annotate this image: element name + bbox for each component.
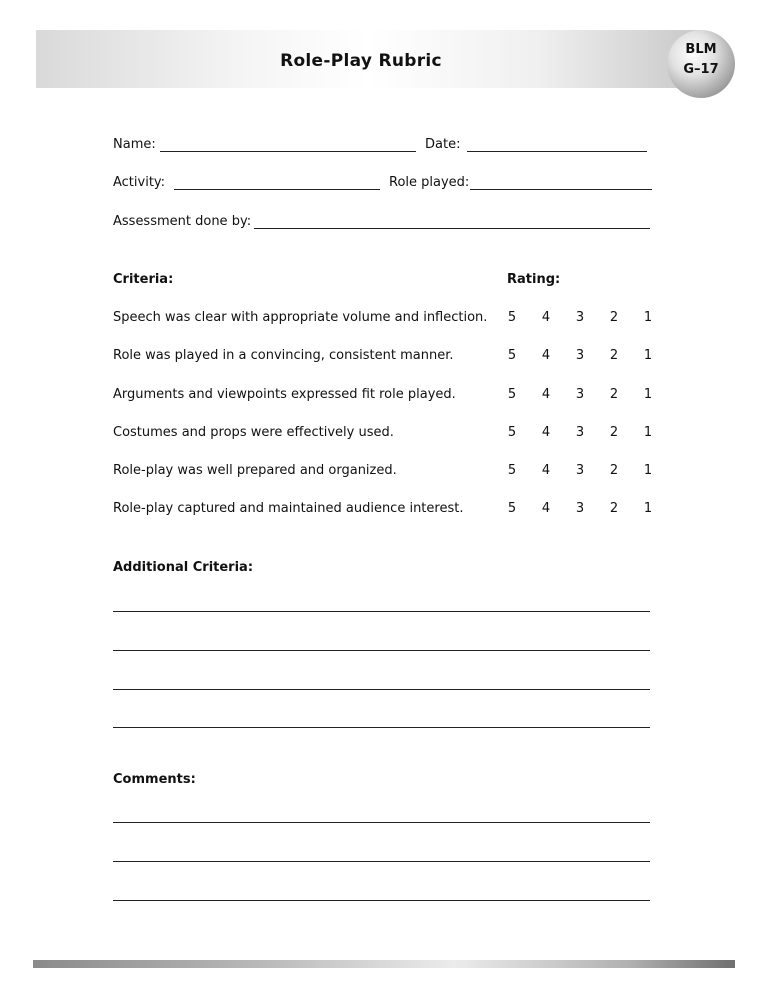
rating-3[interactable]: 3 [575, 348, 585, 363]
rating-2[interactable]: 2 [609, 310, 619, 325]
name-label: Name: [113, 137, 156, 152]
rating-2[interactable]: 2 [609, 425, 619, 440]
assessment-label: Assessment done by: [113, 214, 252, 229]
rating-3[interactable]: 3 [575, 387, 585, 402]
badge-label: BLM [685, 42, 717, 57]
criterion-row [113, 310, 653, 328]
rating-4[interactable]: 4 [541, 348, 551, 363]
rating-1[interactable]: 1 [643, 463, 653, 478]
additional-criteria-line[interactable] [113, 611, 650, 612]
rating-4[interactable]: 4 [541, 425, 551, 440]
rating-5[interactable]: 5 [507, 425, 517, 440]
rating-heading: Rating: [507, 272, 561, 287]
rating-1[interactable]: 1 [643, 425, 653, 440]
criterion-row [113, 348, 653, 366]
rating-3[interactable]: 3 [575, 425, 585, 440]
additional-criteria-line[interactable] [113, 727, 650, 728]
criterion-text: Role was played in a convincing, consistent manner. [113, 348, 454, 363]
role-played-label: Role played: [389, 175, 470, 190]
page-title: Role-Play Rubric [280, 51, 442, 71]
rating-2[interactable]: 2 [609, 387, 619, 402]
blm-badge [667, 30, 735, 98]
additional-criteria-line[interactable] [113, 650, 650, 651]
rating-5[interactable]: 5 [507, 310, 517, 325]
rating-5[interactable]: 5 [507, 501, 517, 516]
rating-5[interactable]: 5 [507, 348, 517, 363]
rating-3[interactable]: 3 [575, 501, 585, 516]
rating-1[interactable]: 1 [643, 310, 653, 325]
activity-field[interactable] [174, 189, 380, 190]
comments-line[interactable] [113, 822, 650, 823]
activity-label: Activity: [113, 175, 166, 190]
criterion-row [113, 425, 653, 443]
criterion-text: Role-play captured and maintained audience interest. [113, 501, 464, 516]
date-label: Date: [425, 137, 461, 152]
rating-2[interactable]: 2 [609, 501, 619, 516]
comments-heading: Comments: [113, 772, 196, 787]
footer-bar [33, 960, 735, 968]
comments-line[interactable] [113, 861, 650, 862]
assessment-field[interactable] [254, 228, 650, 229]
rating-2[interactable]: 2 [609, 348, 619, 363]
rating-4[interactable]: 4 [541, 310, 551, 325]
criterion-text: Role-play was well prepared and organized. [113, 463, 397, 478]
rating-2[interactable]: 2 [609, 463, 619, 478]
comments-line[interactable] [113, 900, 650, 901]
badge-code: G–17 [683, 62, 719, 77]
criterion-row [113, 501, 653, 519]
additional-criteria-heading: Additional Criteria: [113, 560, 254, 575]
rating-4[interactable]: 4 [541, 501, 551, 516]
rating-4[interactable]: 4 [541, 463, 551, 478]
role-played-field[interactable] [470, 189, 652, 190]
criterion-row [113, 387, 653, 405]
rating-3[interactable]: 3 [575, 463, 585, 478]
rating-5[interactable]: 5 [507, 387, 517, 402]
additional-criteria-line[interactable] [113, 689, 650, 690]
rating-5[interactable]: 5 [507, 463, 517, 478]
criterion-text: Arguments and viewpoints expressed fit role played. [113, 387, 456, 402]
rating-1[interactable]: 1 [643, 501, 653, 516]
criteria-heading: Criteria: [113, 272, 174, 287]
rating-1[interactable]: 1 [643, 348, 653, 363]
rating-4[interactable]: 4 [541, 387, 551, 402]
date-field[interactable] [467, 151, 647, 152]
name-field[interactable] [160, 151, 416, 152]
rating-1[interactable]: 1 [643, 387, 653, 402]
criterion-text: Costumes and props were effectively used. [113, 425, 394, 440]
criterion-row [113, 463, 653, 481]
criterion-text: Speech was clear with appropriate volume and inflection. [113, 310, 488, 325]
rating-3[interactable]: 3 [575, 310, 585, 325]
